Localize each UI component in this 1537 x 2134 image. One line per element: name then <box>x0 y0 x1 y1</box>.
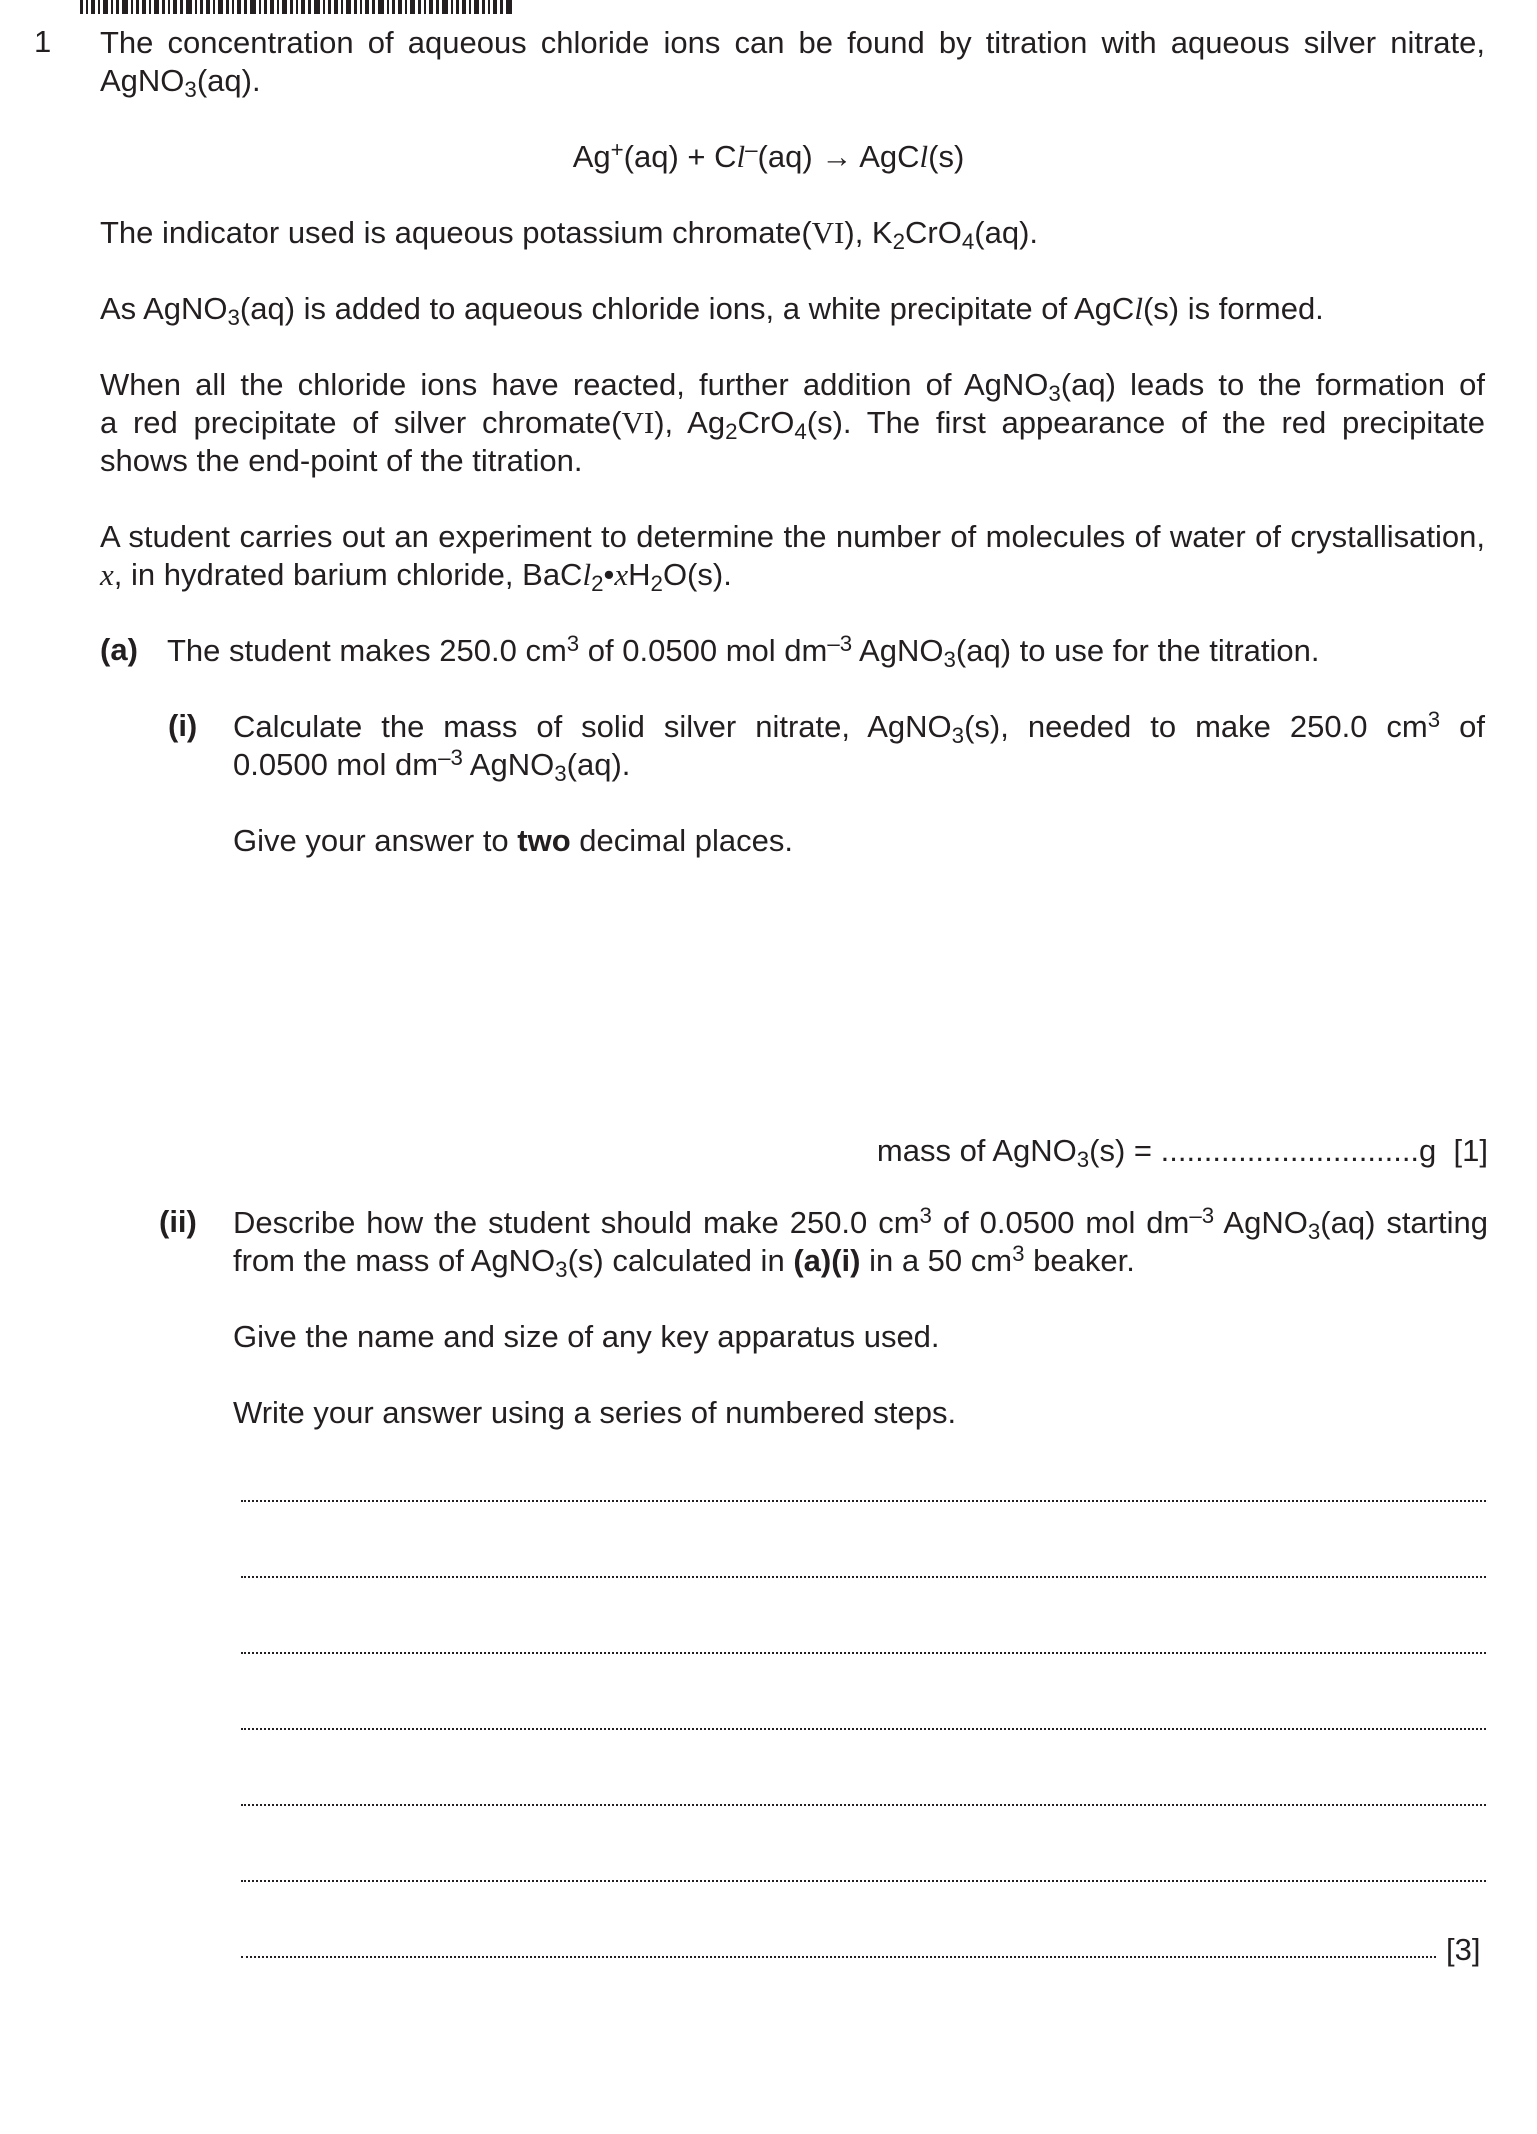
indicator-text: The indicator used is aqueous potassium chromate(VI), $K_2CrO_4(aq)$. <box>100 215 1039 255</box>
red-precipitate-text: When all the chloride ions have reacted, further addition of AgNO$_3$(aq) leads to the formation of a red precipitate of silver chromate(VI), $Ag_2CrO_4(s)$. The first appearance of the red precipitate shows the end-point of the titration. <box>100 367 1486 478</box>
white-precipitate-text: As AgNO$_3$(aq) is added to aqueous chloride ions, a white precipitate of AgCl(s) is formed. <box>100 291 1324 331</box>
answer-line[interactable] <box>241 1652 1486 1654</box>
part-a-text: The student makes 250.0 $cm^3$ of 0.0500 mol $dm^{-3}$ AgNO$_3$(aq) to use for the titration. <box>167 630 1320 673</box>
answer-line[interactable] <box>241 1804 1486 1806</box>
answer-line[interactable] <box>241 1576 1486 1578</box>
mark-1: [1] <box>1453 1133 1488 1168</box>
mark-3: [3] <box>1446 1932 1481 1967</box>
intro-text <box>100 24 1485 103</box>
answer-line[interactable] <box>241 1880 1486 1882</box>
part-a-i-text: Calculate the mass of solid silver nitrate, AgNO$_3$(s), needed to make 250.0 $cm^3$ of 0.0500 mol $dm^{-3}$ AgNO$_3$(aq). <box>233 706 1486 787</box>
part-a-ii-text: Describe how the student should make 250.0 $cm^3$ of 0.0500 mol $dm^{-3}$ AgNO$_3$(aq) starting from the mass of AgNO$_3$(s) calculated in (a)(i) in a 50 $cm^3$ beaker. <box>233 1202 1488 1283</box>
question-number: 1 <box>34 24 52 59</box>
part-a-ii-apparatus-instruction: Give the name and size of any key apparatus used. <box>233 1319 940 1354</box>
part-a-i-answer-line[interactable]: mass of AgNO$_3$(s) = ..............................g [1] <box>876 1133 1488 1173</box>
barcode <box>80 0 600 14</box>
answer-dots[interactable]: .............................. <box>1160 1133 1420 1168</box>
part-a-ii-steps-instruction: Write your answer using a series of numbered steps. <box>233 1395 957 1430</box>
part-a-ii-label: (ii) <box>159 1204 197 1239</box>
experiment-text: A student carries out an experiment to determine the number of molecules of water of crystallisation, x, in hydrated barium chloride, $BaCl_2•xH_2O(s)$. <box>100 519 1485 597</box>
part-a-label: (a) <box>100 632 138 667</box>
answer-line[interactable] <box>241 1956 1436 1958</box>
part-a-i-instruction: Give your answer to two decimal places. <box>233 823 793 858</box>
intro-line-1: The concentration of aqueous chloride ions can be found by titration with aqueous silver nitrate, <box>100 25 1485 60</box>
answer-line[interactable] <box>241 1728 1486 1730</box>
part-a-i-label: (i) <box>168 708 198 743</box>
intro-line-2: AgNO$_3$(aq). <box>100 63 261 103</box>
reaction-equation: Ag+(aq) + Cl–(aq) → AgCl(s) <box>572 136 965 174</box>
answer-line[interactable] <box>241 1500 1486 1502</box>
